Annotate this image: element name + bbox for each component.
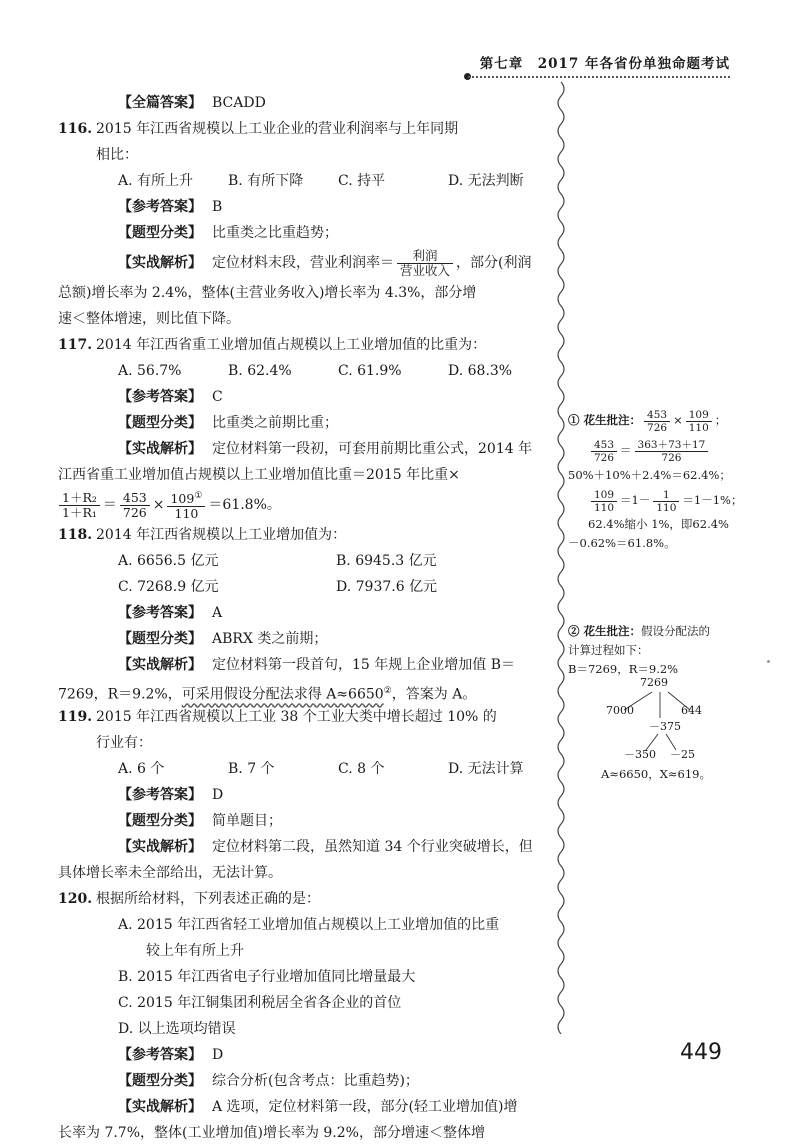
fraction-denominator: 726	[594, 451, 615, 464]
wavy-divider	[553, 82, 569, 1034]
type-tag: 【题型分类】	[118, 813, 202, 829]
numerator-text: 109	[170, 491, 195, 507]
fraction-denominator: 110	[688, 421, 709, 434]
side-fraction	[591, 489, 617, 514]
side-note-1-line3	[568, 466, 748, 485]
growth-fraction	[167, 489, 205, 521]
side-fraction	[644, 409, 670, 434]
analysis-cont	[58, 306, 548, 332]
side-text: 50%＋10%＋2.4%＝62.4%；	[568, 468, 731, 482]
type-value: 比重类之比重趋势；	[212, 225, 338, 241]
fraction-numerator: 1＋R₂	[59, 491, 100, 506]
option-d	[88, 1016, 548, 1042]
side-text: ＝1－1%；	[682, 493, 743, 507]
profit-rate-fraction	[397, 249, 453, 278]
analysis-text: 定位材料第一段初，可套用前期比重公式，2014 年	[212, 441, 533, 457]
type-line	[88, 808, 548, 834]
tree-right: 644	[681, 704, 702, 717]
side-fraction	[591, 439, 617, 464]
analysis-cont	[58, 1120, 548, 1146]
question-117	[58, 332, 548, 358]
fraction-numerator: 453	[644, 409, 670, 422]
side-note-2-head	[568, 622, 748, 641]
side-note-1	[568, 406, 748, 553]
type-value: 综合分析(包含考点：比重趋势)；	[212, 1073, 419, 1089]
fraction-numerator: 109	[591, 489, 617, 502]
analysis-text: 定位材料第二段，虽然知道 34 个行业突破增长，但	[212, 839, 533, 855]
analysis-line2: 具体增长率未全部给出，无法计算。	[58, 865, 282, 881]
option-a: A. 56.7%	[118, 363, 182, 379]
option-b: B. 62.4%	[228, 363, 292, 379]
option-d: D. 68.3%	[448, 363, 513, 379]
answer-value: D	[212, 787, 224, 803]
side-note-1-line6	[568, 534, 748, 553]
formula-result: ＝61.8%。	[208, 497, 281, 513]
option-c: C. 持平	[338, 173, 386, 189]
type-tag: 【题型分类】	[118, 225, 202, 241]
analysis-tag: 【实战解析】	[118, 441, 202, 457]
fraction-denominator: 726	[661, 451, 682, 464]
question-119	[58, 704, 548, 730]
fraction-numerator: 109	[686, 409, 712, 422]
fraction-numerator: 1	[653, 489, 679, 502]
tree-left-leaf: －350	[624, 748, 656, 761]
type-line	[88, 1068, 548, 1094]
full-answer-tag: 【全篇答案】	[118, 95, 202, 111]
fraction-denominator: 营业收入	[400, 262, 451, 278]
side-note-1-line4	[568, 485, 748, 515]
fraction-denominator: 110	[594, 501, 615, 514]
side-fraction	[653, 489, 679, 514]
tree-result: A≈6650，X≈619。	[601, 767, 711, 781]
option-d: D. 无法判断	[448, 173, 524, 189]
answer-line	[88, 782, 548, 808]
side-fraction	[686, 409, 712, 434]
side-text: ＝1－	[620, 493, 651, 507]
option-c: C. 7268.9 亿元	[118, 579, 219, 595]
analysis-text: 定位材料第一段首句，15 年规上企业增加值 B＝	[212, 657, 516, 673]
analysis-cont	[58, 462, 548, 488]
analysis-line2: 总额)增长率为 2.4%，整体(主营业务收入)增长率为 4.3%，部分增	[58, 285, 477, 301]
side-text: B＝7269，R＝9.2%	[568, 662, 679, 676]
tree-root: 7269	[640, 676, 668, 689]
type-tag: 【题型分类】	[118, 415, 202, 431]
question-number: 117.	[58, 337, 93, 353]
analysis-line2: 江西省重工业增加值占规模以上工业增加值比重＝2015 年比重×	[58, 467, 460, 483]
type-line	[88, 626, 548, 652]
question-stem-line2: 相比：	[96, 147, 138, 163]
analysis-line	[88, 246, 548, 280]
type-value: 比重类之前期比重；	[212, 415, 338, 431]
fraction-numerator: 453	[120, 491, 150, 506]
fraction-denominator: 110	[174, 506, 199, 522]
answer-tag: 【参考答案】	[118, 199, 202, 215]
equals-sign: ＝	[620, 443, 632, 457]
options-row	[88, 574, 548, 600]
semicolon: ；	[714, 413, 727, 427]
analysis-text-tail: ，部分(利润	[456, 255, 532, 271]
type-tag: 【题型分类】	[118, 631, 202, 647]
answer-tag: 【参考答案】	[118, 787, 202, 803]
full-answer-value: BCADD	[212, 95, 266, 111]
analysis-line	[88, 1094, 548, 1120]
tree-mid: －375	[649, 720, 681, 733]
side-text: －0.62%＝61.8%。	[568, 536, 676, 550]
options-row	[88, 756, 548, 782]
question-stem-line2: 行业有：	[96, 735, 152, 751]
type-line	[88, 220, 548, 246]
answer-value: A	[212, 605, 223, 621]
type-tag: 【题型分类】	[118, 1073, 202, 1089]
option-a	[88, 912, 548, 938]
fraction-denominator: 726	[122, 504, 147, 520]
analysis-line	[88, 436, 548, 462]
fraction-denominator: 1＋R₁	[62, 504, 97, 520]
type-value: ABRX 类之前期；	[212, 631, 328, 647]
question-118	[58, 522, 548, 548]
question-stem: 2014 年江西省重工业增加值占规模以上工业增加值的比重为：	[96, 337, 487, 353]
fraction-numerator: 利润	[397, 249, 453, 264]
side-note-1-head	[568, 406, 748, 434]
type-line	[88, 410, 548, 436]
side-fraction	[635, 439, 709, 464]
analysis-line	[88, 834, 548, 860]
answer-line	[88, 194, 548, 220]
question-stem: 2015 年江西省规模以上工业企业的营业利润率与上年同期	[96, 121, 459, 137]
side-note-2	[568, 622, 748, 679]
option-c: C. 8 个	[338, 761, 385, 777]
side-note-1-line2	[568, 434, 748, 466]
analysis-wavy-text: 可采用假设分配法求得 A≈6650	[181, 686, 384, 703]
value-fraction	[120, 491, 150, 520]
analysis-tag: 【实战解析】	[118, 657, 202, 673]
option-a-text: A. 2015 年江西省轻工业增加值占规模以上工业增加值的比重	[118, 917, 500, 933]
analysis-tag: 【实战解析】	[118, 839, 202, 855]
page-header	[0, 0, 800, 80]
chapter-title: 第七章 2017 年各省份单独命题考试	[479, 56, 730, 72]
type-value: 简单题目；	[212, 813, 282, 829]
fraction-numerator: 363＋73＋17	[635, 439, 709, 452]
option-a: A. 6656.5 亿元	[118, 553, 219, 569]
answer-tag: 【参考答案】	[118, 1047, 202, 1063]
fraction-numerator: 453	[591, 439, 617, 452]
question-stem-cont	[88, 142, 548, 168]
page-number: 449	[680, 1040, 722, 1065]
option-c-text: C. 2015 年江铜集团利税居全省各企业的首位	[118, 995, 402, 1011]
answer-tag: 【参考答案】	[118, 605, 202, 621]
analysis-line2-post: ，答案为 A。	[391, 686, 477, 703]
times-sign: ×	[152, 497, 165, 513]
tree-left: 7000	[606, 704, 634, 717]
option-b-text: B. 2015 年江西省电子行业增加值同比增量最大	[118, 969, 416, 985]
question-number: 116.	[58, 121, 93, 137]
times-sign: ×	[673, 413, 683, 427]
answer-value: D	[212, 1047, 224, 1063]
side-text: 计算过程如下：	[568, 643, 649, 657]
analysis-line3: 速＜整体增速，则比值下降。	[58, 311, 240, 327]
option-a: A. 6 个	[118, 761, 165, 777]
analysis-text: A 选项，定位材料第一段，部分(轻工业增加值)增	[212, 1099, 518, 1115]
growth-ratio-fraction	[59, 491, 100, 520]
question-number: 118.	[58, 527, 93, 543]
analysis-line2-pre: 7269，R＝9.2%，	[58, 686, 182, 703]
analysis-cont	[58, 860, 548, 886]
option-d-text: D. 以上选项均错误	[118, 1021, 236, 1037]
option-c: C. 61.9%	[338, 363, 402, 379]
footnote-mark: ①	[194, 490, 203, 501]
answer-line	[88, 384, 548, 410]
question-stem-cont	[88, 730, 548, 756]
analysis-line2: 长率为 7.7%，整体(工业增加值)增长率为 9.2%，部分增速＜整体增	[58, 1125, 485, 1141]
side-note-mark: ② 花生批注：	[568, 624, 642, 638]
answer-value: C	[212, 389, 223, 405]
option-d: D. 无法计算	[448, 761, 524, 777]
analysis-cont	[58, 678, 548, 704]
answer-tag: 【参考答案】	[118, 389, 202, 405]
analysis-tag: 【实战解析】	[118, 255, 202, 271]
side-note-1-line5	[568, 515, 748, 534]
question-number: 119.	[58, 709, 93, 725]
options-row	[88, 358, 548, 384]
equals-sign: ＝	[102, 497, 117, 513]
option-b: B. 7 个	[228, 761, 275, 777]
option-b	[88, 964, 548, 990]
question-number: 120.	[58, 891, 93, 907]
analysis-cont	[58, 280, 548, 306]
option-b: B. 6945.3 亿元	[336, 553, 437, 569]
option-c	[88, 990, 548, 1016]
option-a: A. 有所上升	[118, 173, 194, 189]
options-row	[88, 168, 548, 194]
question-stem: 2014 年江西省规模以上工业增加值为：	[96, 527, 347, 543]
analysis-text: 定位材料末段，营业利润率＝	[212, 255, 394, 271]
side-note-mark: ① 花生批注：	[568, 413, 642, 427]
formula-line	[56, 488, 548, 522]
main-column	[58, 90, 548, 1146]
fraction-denominator: 110	[656, 501, 677, 514]
side-text: 62.4%缩小 1%，即62.4%	[588, 517, 729, 531]
margin-speck	[767, 660, 770, 663]
options-row	[88, 548, 548, 574]
question-stem: 2015 年江西省规模以上工业 38 个工业大类中增长超过 10% 的	[96, 709, 497, 725]
tree-right-leaf: －25	[670, 748, 695, 761]
header-dotted-rule	[468, 76, 730, 78]
fraction-denominator: 726	[647, 421, 668, 434]
fraction-numerator	[167, 489, 205, 507]
option-d: D. 7937.6 亿元	[336, 579, 438, 595]
question-120	[58, 886, 548, 912]
full-answer-line	[88, 90, 548, 116]
option-a-text-cont: 较上年有所上升	[146, 943, 244, 959]
side-note-2-line2	[568, 641, 748, 660]
footnote-mark: ②	[383, 686, 392, 696]
side-text: 假设分配法的	[641, 624, 711, 638]
answer-line	[88, 600, 548, 626]
answer-line	[88, 1042, 548, 1068]
option-b: B. 有所下降	[228, 173, 304, 189]
question-116	[58, 116, 548, 142]
answer-value: B	[212, 199, 223, 215]
analysis-tag: 【实战解析】	[118, 1099, 202, 1115]
analysis-line	[88, 652, 548, 678]
question-stem: 根据所给材料，下列表述正确的是：	[96, 891, 320, 907]
option-a-cont	[88, 938, 548, 964]
